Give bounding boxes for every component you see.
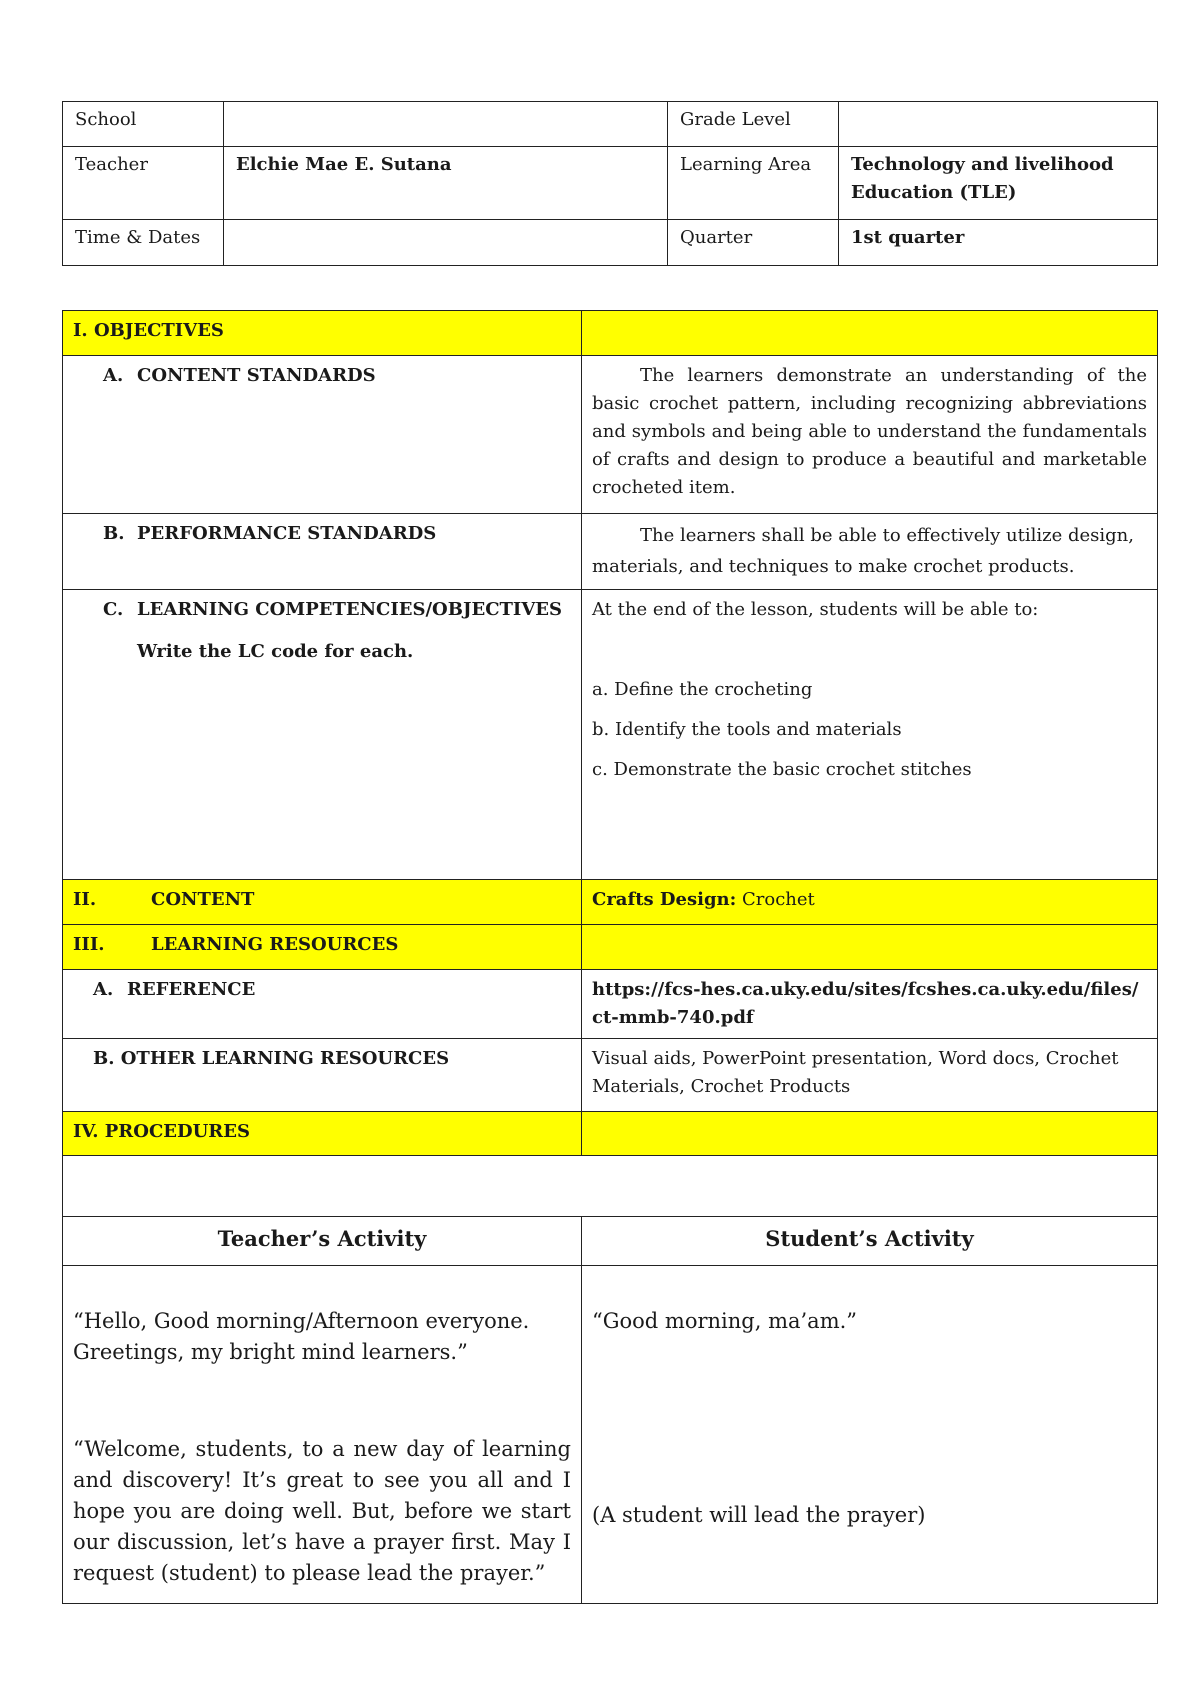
competency-item: a. Define the crocheting [592, 679, 813, 700]
reference-link[interactable]: https://fcs-hes.ca.uky.edu/sites/fcshes.ca.uky.edu/files/ct-mmb-740.pdf [592, 979, 1139, 1028]
other-resources-value: Visual aids, PowerPoint presentation, Word docs, Crochet Materials, Crochet Products [582, 1039, 1158, 1112]
content-standards-label [63, 356, 582, 514]
teacher-greeting: “Hello, Good morning/Afternoon everyone. Greetings, my bright mind learners.” [73, 1309, 530, 1364]
quarter-label: Quarter [668, 220, 839, 266]
objectives-heading: I. OBJECTIVES [63, 311, 582, 356]
other-resources-row [63, 1039, 1158, 1112]
student-greeting: “Good morning, ma’am.” [592, 1309, 858, 1333]
header-table [62, 101, 1158, 266]
procedures-blank-row [63, 1156, 1158, 1217]
procedures-blank-cell [63, 1156, 1158, 1217]
reference-label [63, 970, 582, 1039]
resources-heading-blank [582, 925, 1158, 970]
performance-standards-row [63, 514, 1158, 590]
competencies-label [63, 590, 582, 880]
activity-heading-row [63, 1217, 1158, 1266]
grade-level-value [839, 102, 1158, 147]
content-standards-text-cell [582, 356, 1158, 514]
grade-level-label: Grade Level [668, 102, 839, 147]
header-row-school [63, 102, 1158, 147]
competencies-text-cell [582, 590, 1158, 880]
competency-item: b. Identify the tools and materials [592, 719, 902, 740]
time-dates-value [224, 220, 668, 266]
content-label [63, 880, 582, 925]
procedures-row [63, 1112, 1158, 1156]
content-row [63, 880, 1158, 925]
reference-row [63, 970, 1158, 1039]
competencies-sublabel: Write the LC code for each. [137, 641, 414, 662]
performance-standards-text: The learners shall be able to effectively utilize design, materials, and techniques to make crochet products. [592, 525, 1134, 577]
resources-row [63, 925, 1158, 970]
performance-standards-letter: B. [103, 523, 125, 544]
content-standards-text: The learners demonstrate an understanding of the basic crochet pattern, including recognizing abbreviations and symbols and being able to understand the fundamentals of crafts and design to produce a beautiful and marketable crocheted item. [592, 365, 1147, 498]
school-label: School [63, 102, 224, 147]
competencies-intro: At the end of the lesson, students will be able to: [592, 599, 1039, 620]
teacher-label: Teacher [63, 147, 224, 220]
procedures-heading-blank [582, 1112, 1158, 1156]
student-activity-heading: Student’s Activity [582, 1217, 1158, 1266]
content-value-bold: Crafts Design: [592, 889, 737, 910]
objectives-row [63, 311, 1158, 356]
teacher-activity-heading: Teacher’s Activity [63, 1217, 582, 1266]
content-standards-row [63, 356, 1158, 514]
content-value-rest: Crochet [736, 889, 815, 910]
content-value [582, 880, 1158, 925]
performance-standards-title: PERFORMANCE STANDARDS [137, 523, 437, 544]
reference-value-cell [582, 970, 1158, 1039]
performance-standards-label [63, 514, 582, 590]
content-title: CONTENT [151, 889, 255, 910]
student-activity-cell [582, 1266, 1158, 1604]
other-resources-label: B. OTHER LEARNING RESOURCES [63, 1039, 582, 1112]
header-row-time [63, 220, 1158, 266]
student-prayer: (A student will lead the prayer) [592, 1503, 926, 1527]
learning-area-label: Learning Area [668, 147, 839, 220]
teacher-value: Elchie Mae E. Sutana [224, 147, 668, 220]
activity-row [63, 1266, 1158, 1604]
content-standards-title: CONTENT STANDARDS [137, 365, 376, 386]
time-dates-label: Time & Dates [63, 220, 224, 266]
competency-item: c. Demonstrate the basic crochet stitches [592, 759, 972, 780]
resources-title: LEARNING RESOURCES [151, 934, 399, 955]
objectives-heading-blank [582, 311, 1158, 356]
performance-standards-text-cell [582, 514, 1158, 590]
competencies-row [63, 590, 1158, 880]
teacher-activity-cell [63, 1266, 582, 1604]
teacher-welcome: “Welcome, students, to a new day of learning and discovery! It’s great to see you all and I hope you are doing well. But, before we start our discussion, let’s have a prayer first. May I request (student) to please lead the prayer.” [73, 1437, 571, 1585]
quarter-value: 1st quarter [839, 220, 1158, 266]
learning-area-value: Technology and livelihood Education (TLE) [839, 147, 1158, 220]
content-standards-letter: A. [103, 365, 124, 386]
reference-letter: A. [93, 979, 114, 1000]
reference-title: REFERENCE [127, 979, 256, 1000]
resources-label [63, 925, 582, 970]
header-row-teacher [63, 147, 1158, 220]
school-value [224, 102, 668, 147]
lesson-plan-table [62, 310, 1158, 1604]
content-number: II. [73, 889, 97, 910]
competencies-letter: C. [103, 599, 124, 620]
procedures-heading: IV. PROCEDURES [63, 1112, 582, 1156]
competencies-title: LEARNING COMPETENCIES/OBJECTIVES [137, 599, 563, 620]
resources-number: III. [73, 934, 105, 955]
